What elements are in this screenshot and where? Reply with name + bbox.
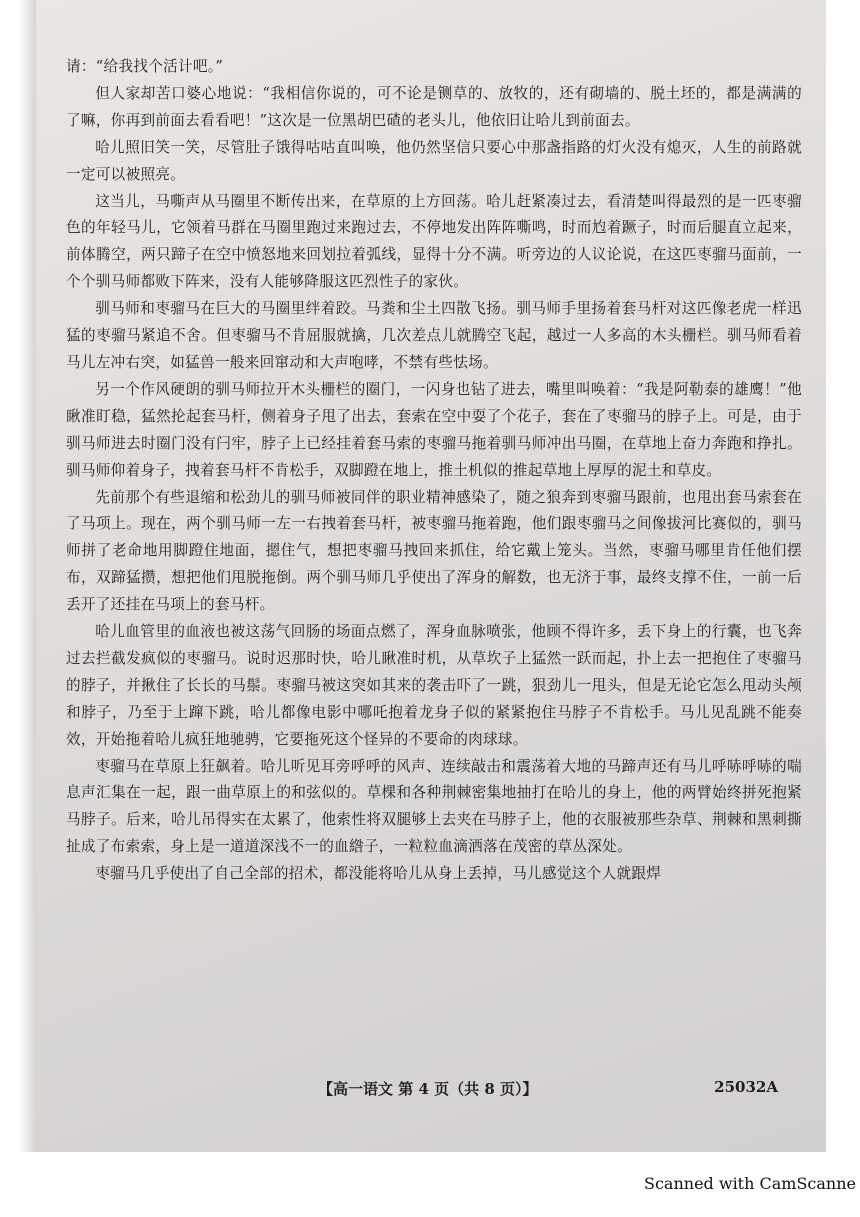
paragraph-1: 请：“给我找个活计吧。” <box>66 58 224 75</box>
paragraph-4: 这当儿，马嘶声从马圈里不断传出来，在草原的上方回荡。哈儿赶紧凑过去，看清楚叫得最烈的是一匹枣骝色的年轻马儿，它领着马群在马圈里跑过来跑过去，不停地发出阵阵嘶鸣，时而尥着蹶子，时而后腿直立起来，前体腾空，两只蹄子在空中愤怒地来回划拉着弧线，显得十分不满。听旁边的人议论说，在这匹枣骝马面前，一个个驯马师都败下阵来，没有人能够降服这匹烈性子的家伙。 <box>66 192 802 291</box>
scan-right-margin <box>826 0 860 1152</box>
exam-page <box>36 0 826 1152</box>
paragraph-9: 枣骝马在草原上狂飙着。哈儿听见耳旁呼呼的风声、连续敲击和震荡着大地的马蹄声还有马儿呼哧呼哧的喘息声汇集在一起，跟一曲草原上的和弦似的。草棵和各种荆棘密集地抽打在哈儿的身上，他的两臂始终拼死抱紧马脖子。后来，哈儿吊得实在太累了，他索性将双腿够上去夹在马脖子上，他的衣服被那些杂草、荆棘和黑刺撕扯成了布索索，身上是一道道深浅不一的血綹子，一粒粒血滴洒落在茂密的草丛深处。 <box>66 757 802 856</box>
page-number-label: 【高一语文 第 4 页（共 8 页）】 <box>318 1080 538 1098</box>
scan-left-margin <box>0 0 36 1152</box>
exam-code: 25032A <box>714 1078 778 1096</box>
paragraph-10: 枣骝马几乎使出了自己全部的招术，都没能将哈儿从身上丢掉，马儿感觉这个人就跟焊 <box>95 865 662 883</box>
paragraph-6: 另一个作风硬朗的驯马师拉开木头栅栏的圈门，一闪身也钻了进去，嘴里叫唤着：“我是阿勒泰的雄鹰！”他瞅准盯稳，猛然抡起套马杆，侧着身子甩了出去，套索在空中耍了个花子，套在了枣骝马的脖子上。可是，由于驯马师进去时圈门没有闩牢，脖子上已经挂着套马索的枣骝马拖着驯马师冲出马圈，在草地上奋力奔跑和挣扎。驯马师仰着身子，拽着套马杆不肯松手，双脚蹬在地上，推土机似的推起草地上厚厚的泥土和草皮。 <box>66 380 802 479</box>
paragraph-2: 但人家却苦口婆心地说：“我相信你说的，可不论是铡草的、放牧的，还有砌墙的、脱土坯的，都是满满的了嘛，你再到前面去看看吧！”这次是一位黑胡巴碴的老头儿，他依旧让哈儿到前面去。 <box>66 84 802 129</box>
page-footer <box>36 1078 826 1102</box>
passage-text <box>66 54 802 888</box>
paragraph-5: 驯马师和枣骝马在巨大的马圈里绊着跤。马粪和尘土四散飞扬。驯马师手里扬着套马杆对这匹像老虎一样迅猛的枣骝马紧追不舍。但枣骝马不肯屈服就擒，几次差点儿就腾空飞起，越过一人多高的木头栅栏。驯马师看着马儿左冲右突，如猛兽一般来回窜动和大声咆哮，不禁有些怯场。 <box>66 300 802 371</box>
paragraph-8: 哈儿血管里的血液也被这荡气回肠的场面点燃了，浑身血脉喷张，他顾不得许多，丢下身上的行囊，也飞奔过去拦截发疯似的枣骝马。说时迟那时快，哈儿瞅准时机，从草坎子上猛然一跃而起，扑上去一把抱住了枣骝马的脖子，并揪住了长长的马鬃。枣骝马被这突如其来的袭击吓了一跳，狠劲儿一甩头，但是无论它怎么甩动头颅和脖子，乃至于上蹿下跳，哈儿都像电影中哪吒抱着龙身子似的紧紧抱住马脖子不肯松手。马儿见乱跳不能奏效，开始拖着哈儿疯狂地驰骋，它要拖死这个怪异的不要命的肉球球。 <box>66 623 802 748</box>
camscanner-watermark: Scanned with CamScanne <box>644 1174 856 1193</box>
paragraph-7: 先前那个有些退缩和松劲儿的驯马师被同伴的职业精神感染了，随之狼奔到枣骝马跟前，也甩出套马索套在了马项上。现在，两个驯马师一左一右拽着套马杆，被枣骝马拖着跑，他们跟枣骝马之间像拔河比赛似的，驯马师拼了老命地用脚蹬住地面，摁住气，想把枣骝马拽回来抓住，给它戴上笼头。当然，枣骝马哪里肯任他们摆布，双蹄猛攒，想把他们甩脱拖倒。两个驯马师几乎使出了浑身的解数，也无济于事，最终支撑不住，一前一后丢开了还挂在马项上的套马杆。 <box>66 488 802 614</box>
paragraph-3: 哈儿照旧笑一笑，尽管肚子饿得咕咕直叫唤，他仍然坚信只要心中那盏指路的灯火没有熄灭，人生的前路就一定可以被照亮。 <box>66 138 802 183</box>
